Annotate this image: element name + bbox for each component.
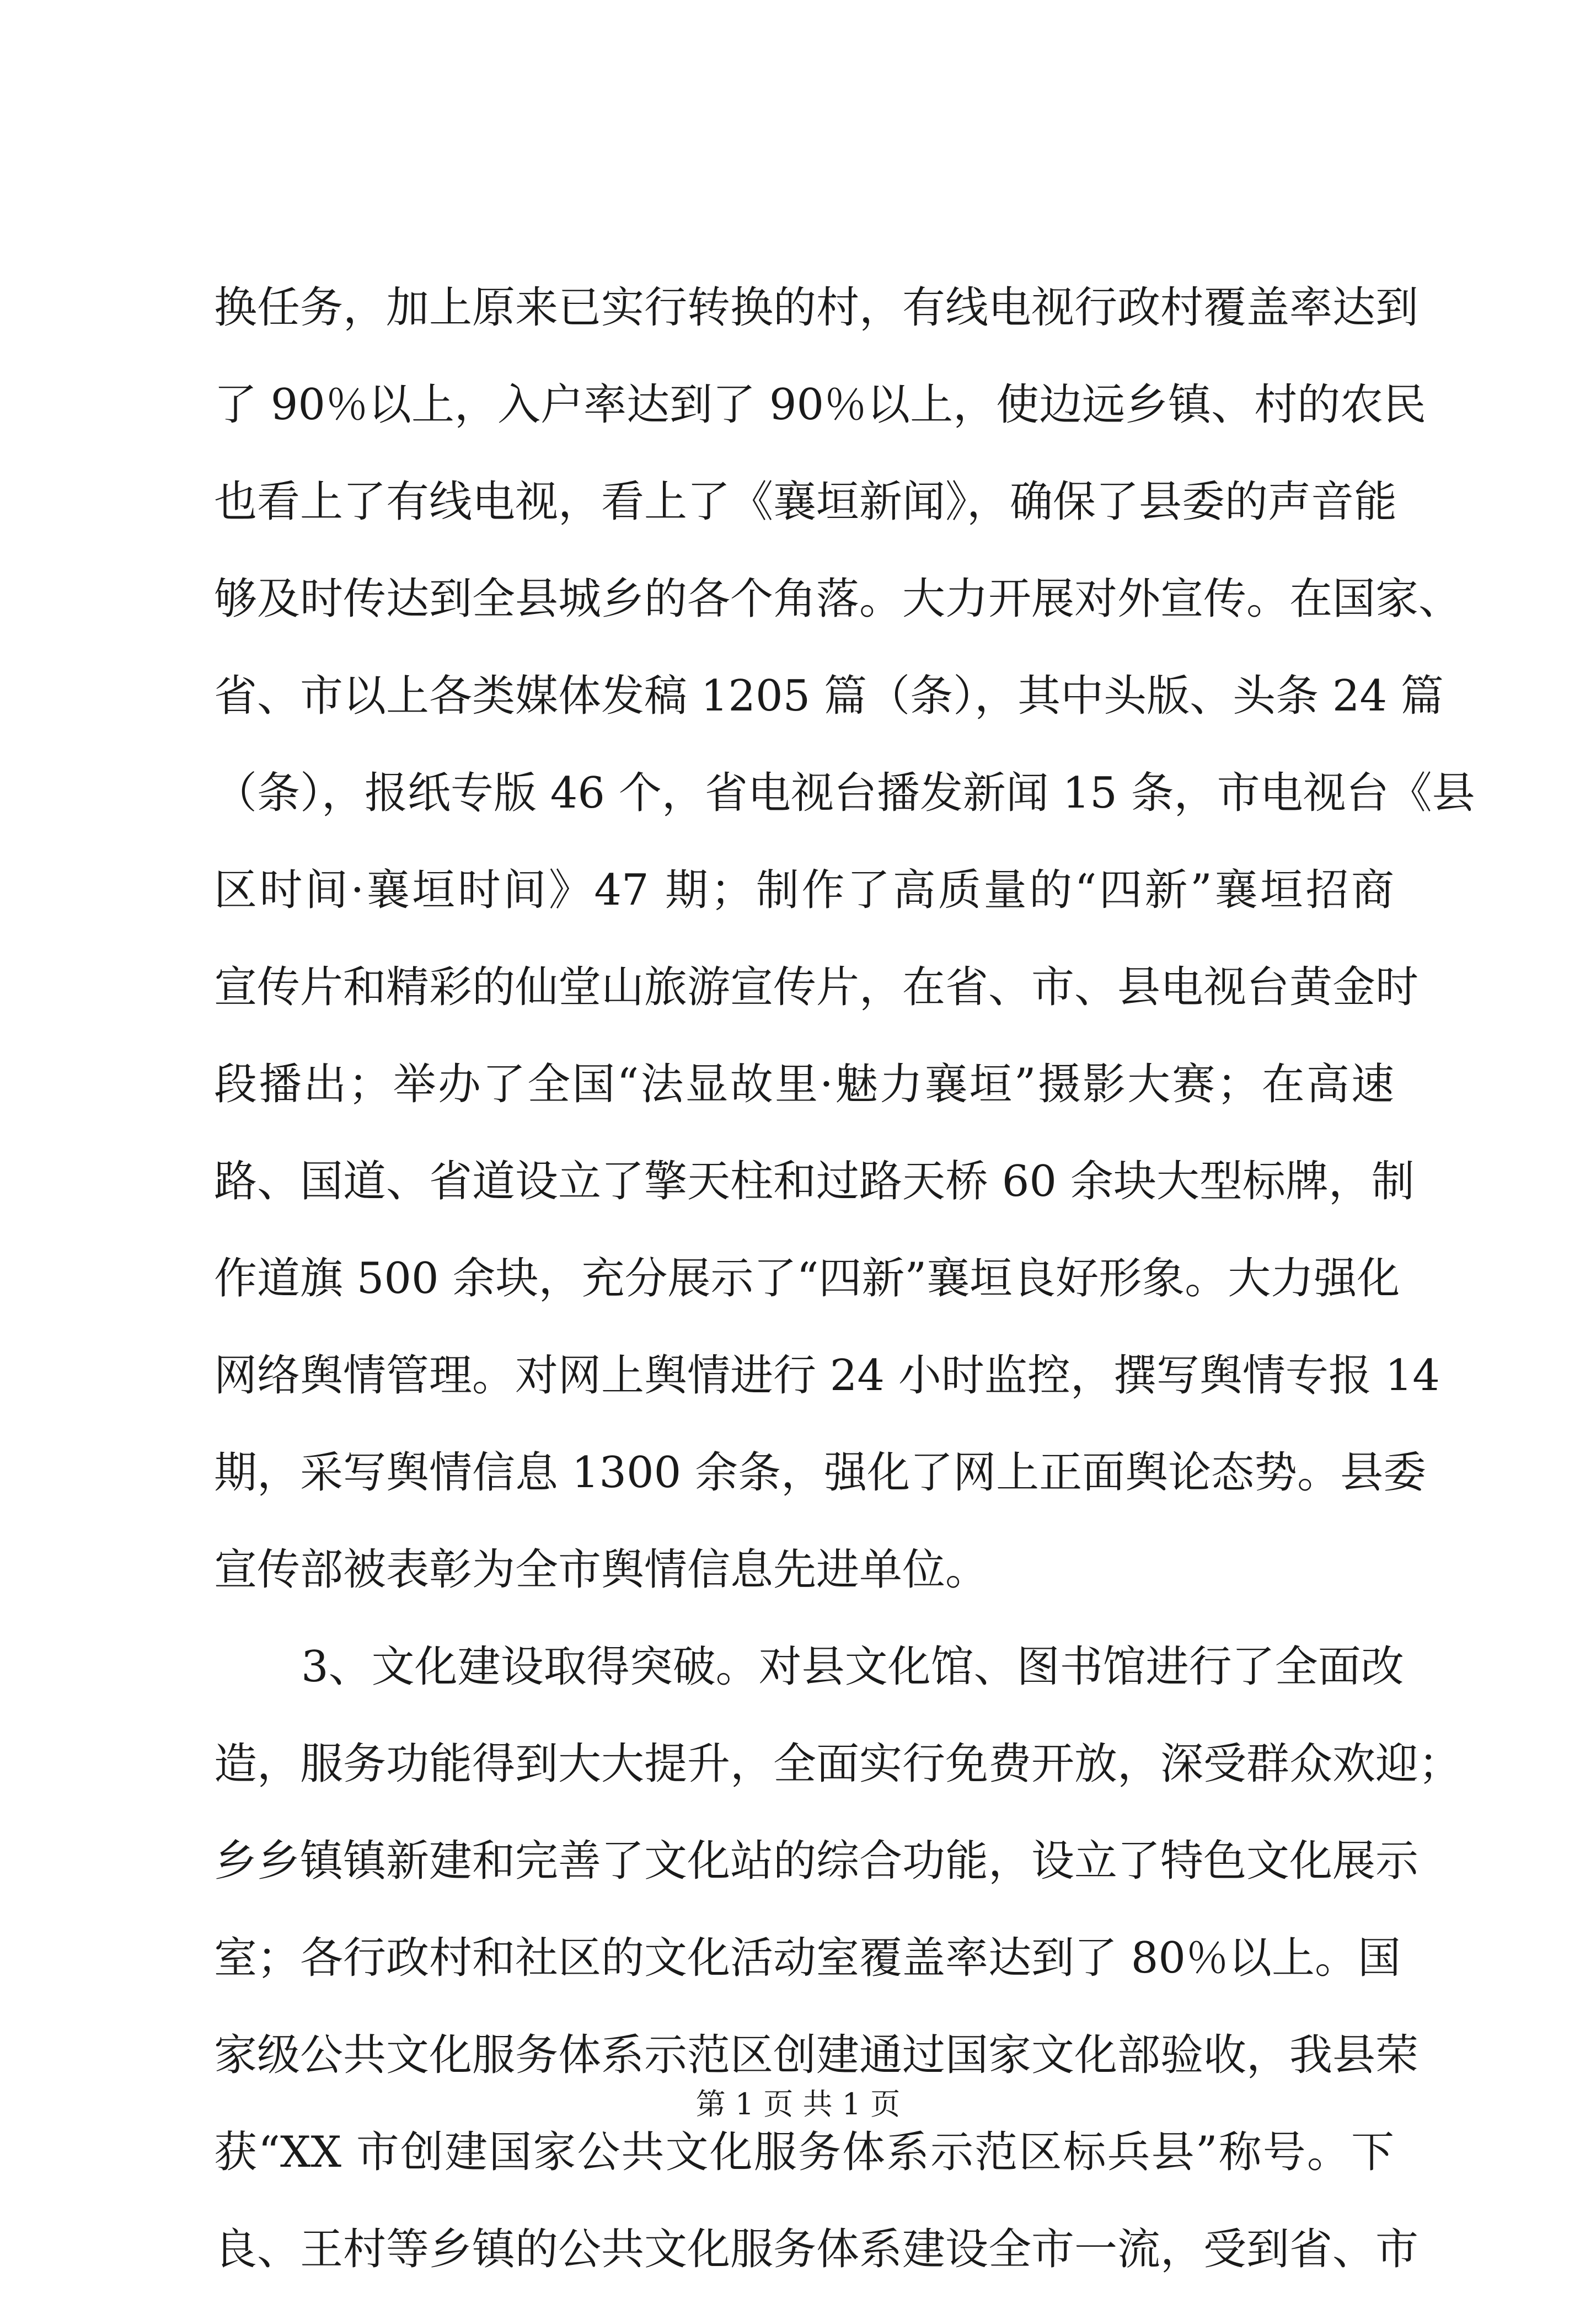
text-line: 造，服务功能得到大大提升，全面实行免费开放，深受群众欢迎； <box>214 1739 1462 1789</box>
text-line: 作道旗 500 余块，充分展示了“四新”襄垣良好形象。大力强化 <box>214 1254 1400 1303</box>
text-line: 乡乡镇镇新建和完善了文化站的综合功能，设立了特色文化展示 <box>214 1836 1419 1886</box>
text-line: 网络舆情管理。对网上舆情进行 24 小时监控，撰写舆情专报 14 <box>214 1351 1440 1401</box>
text-line: 宣传部被表彰为全市舆情信息先进单位。 <box>214 1545 989 1595</box>
text-line: 换任务，加上原来已实行转换的村，有线电视行政村覆盖率达到 <box>214 283 1419 333</box>
text-line: （条），报纸专版 46 个，省电视台播发新闻 15 条，市电视台《县 <box>214 768 1475 818</box>
text-line: 区时间·襄垣时间》47 期；制作了高质量的“四新”襄垣招商 <box>214 865 1394 915</box>
page-number-label: 第 1 页 共 1 页 <box>695 2087 901 2121</box>
text-line: 了 90％以上，入户率达到了 90％以上，使边远乡镇、村的农民 <box>214 380 1427 430</box>
text-line: 也看上了有线电视，看上了《襄垣新闻》，确保了县委的声音能 <box>214 477 1397 527</box>
text-line: 路、国道、省道设立了擎天柱和过路天桥 60 余块大型标牌，制 <box>214 1157 1415 1206</box>
text-line: 室；各行政村和社区的文化活动室覆盖率达到了 80％以上。国 <box>214 1933 1401 1983</box>
text-line: 获“XX 市创建国家公共文化服务体系示范区标兵县”称号。下 <box>214 2128 1394 2177</box>
page-footer <box>0 2082 1596 2126</box>
paragraph-start-line: 3、文化建设取得突破。对县文化馆、图书馆进行了全面改 <box>301 1642 1404 1692</box>
text-line: 家级公共文化服务体系示范区创建通过国家文化部验收，我县荣 <box>214 2030 1419 2080</box>
text-line: 段播出；举办了全国“法显故里·魅力襄垣”摄影大赛；在高速 <box>214 1060 1394 1109</box>
text-line: 良、王村等乡镇的公共文化服务体系建设全市一流，受到省、市 <box>214 2225 1419 2274</box>
text-line: 够及时传达到全县城乡的各个角落。大力开展对外宣传。在国家、 <box>214 574 1462 624</box>
body-text <box>214 259 1475 2298</box>
text-line: 省、市以上各类媒体发稿 1205 篇（条），其中头版、头条 24 篇 <box>214 671 1444 721</box>
text-line: 宣传片和精彩的仙堂山旅游宣传片，在省、市、县电视台黄金时 <box>214 963 1419 1012</box>
text-line: 期，采写舆情信息 1300 余条，强化了网上正面舆论态势。县委 <box>214 1448 1427 1498</box>
